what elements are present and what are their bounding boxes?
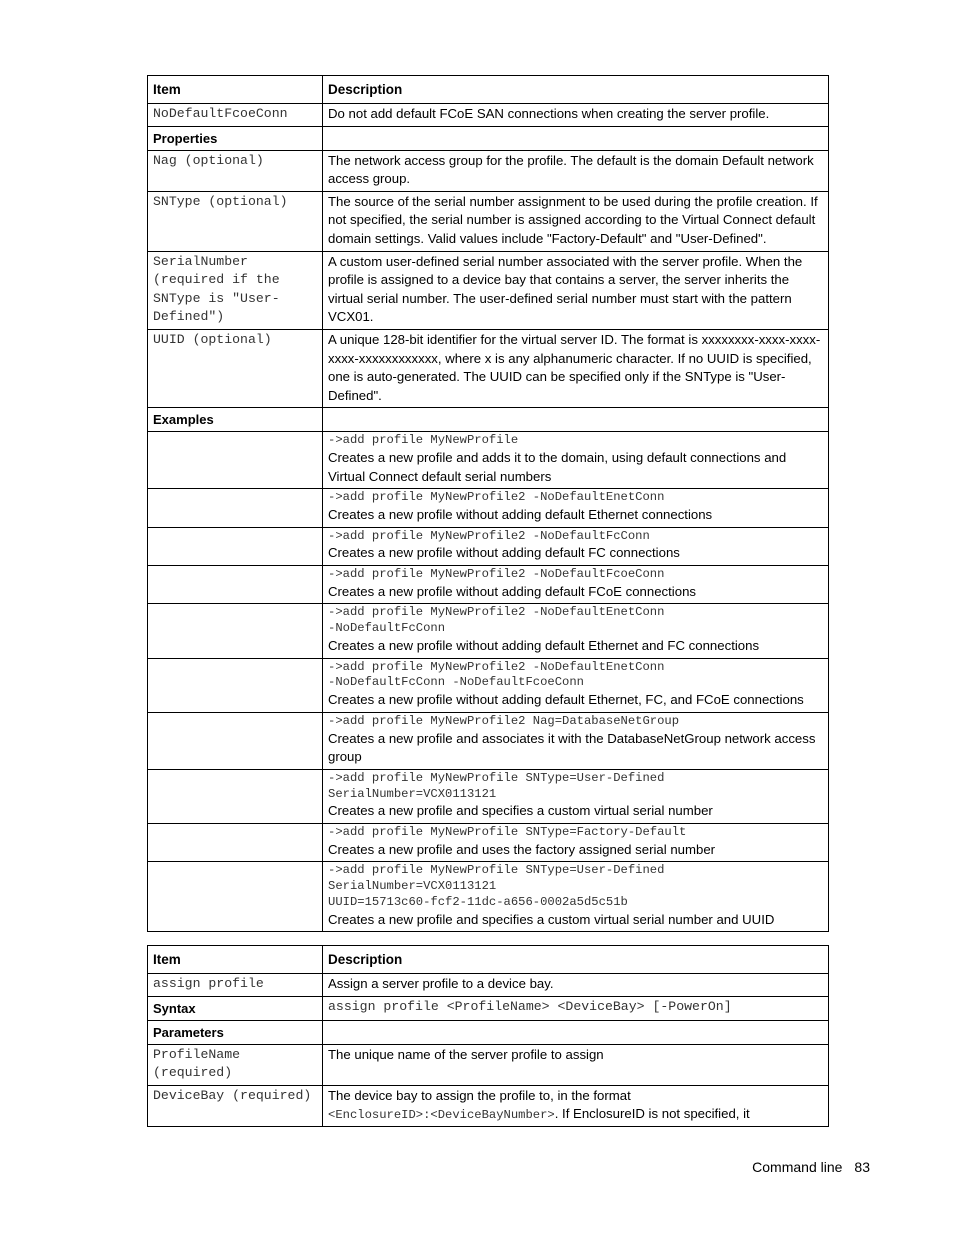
empty-cell [148, 712, 323, 769]
example-cell [323, 862, 829, 932]
example-description: Creates a new profile without adding default Ethernet and FC connections [328, 638, 760, 654]
example-cell [323, 658, 829, 712]
assign-profile-table [147, 945, 829, 1127]
table-row [148, 191, 829, 251]
table-row [148, 974, 829, 997]
section-row-syntax [148, 996, 829, 1020]
footer-section: Command line [752, 1159, 843, 1175]
example-description: Creates a new profile without adding default Ethernet connections [328, 507, 713, 523]
example-description: Creates a new profile and associates it with the DatabaseNetGroup network access group [328, 730, 816, 765]
example-command: ->add profile MyNewProfile2 -NoDefaultFcConn [328, 528, 650, 543]
example-cell [323, 527, 829, 565]
example-description: Creates a new profile and uses the factory assigned serial number [328, 841, 716, 857]
empty-cell [323, 408, 829, 432]
empty-cell [148, 566, 323, 604]
description-cell: The network access group for the profile. The default is the domain Default network access group. [323, 150, 829, 191]
section-label: Syntax [148, 996, 323, 1020]
example-row [148, 489, 829, 527]
profile-options-table [147, 75, 829, 932]
description-cell: The source of the serial number assignment to be used during the profile creation. If not specified, the serial number is assigned according to the Virtual Connect default domain settings. Valid values include "Factory-Default" and "User-Defined". [323, 191, 829, 251]
item-cell: ProfileName (required) [148, 1044, 323, 1085]
example-description: Creates a new profile without adding default FCoE connections [328, 583, 697, 599]
description-text: The device bay to assign the profile to, in the format [328, 1087, 631, 1103]
syntax-code: assign profile <ProfileName> <DeviceBay> [-PowerOn] [323, 996, 829, 1020]
description-cell: A custom user-defined serial number associated with the server profile. When the profile is assigned to a device bay that contains a server, the server inherits the virtual serial number. The user-defined serial number must start with the pattern VCX01. [323, 251, 829, 329]
example-command: ->add profile MyNewProfile2 -NoDefaultEnetConn -NoDefaultFcConn -NoDefaultFcoeConn [328, 659, 665, 690]
format-code: <EnclosureID>:<DeviceBayNumber> [328, 1108, 555, 1123]
empty-cell [148, 489, 323, 527]
description-tail: . If EnclosureID is not specified, it [554, 1106, 750, 1122]
example-command: ->add profile MyNewProfile [328, 433, 519, 448]
empty-cell [148, 527, 323, 565]
item-cell: Nag (optional) [148, 150, 323, 191]
item-cell: NoDefaultFcoeConn [148, 104, 323, 127]
item-cell: SNType (optional) [148, 191, 323, 251]
page-number: 83 [854, 1159, 870, 1175]
example-description: Creates a new profile and specifies a custom virtual serial number and UUID [328, 911, 775, 927]
empty-cell [148, 432, 323, 489]
example-command: ->add profile MyNewProfile2 -NoDefaultEnetConn -NoDefaultFcConn [328, 605, 665, 636]
description-cell: Do not add default FCoE SAN connections when creating the server profile. [323, 104, 829, 127]
empty-cell [148, 658, 323, 712]
empty-cell [148, 824, 323, 862]
description-header: Description [323, 946, 829, 974]
table-row [148, 251, 829, 329]
table-header-row [148, 946, 829, 974]
empty-cell [148, 604, 323, 658]
example-cell [323, 432, 829, 489]
description-cell: The unique name of the server profile to assign [323, 1044, 829, 1085]
table-row [148, 104, 829, 127]
item-header: Item [148, 76, 323, 104]
table-row [148, 1044, 829, 1085]
page-footer [752, 1159, 870, 1175]
item-cell: assign profile [148, 974, 323, 997]
example-cell [323, 489, 829, 527]
description-cell [323, 1085, 829, 1126]
item-cell: SerialNumber (required if the SNType is "User-Defined") [148, 251, 323, 329]
example-cell [323, 604, 829, 658]
example-row [148, 769, 829, 823]
example-cell [323, 824, 829, 862]
example-cell [323, 566, 829, 604]
item-cell: DeviceBay (required) [148, 1085, 323, 1126]
example-description: Creates a new profile without adding default Ethernet, FC, and FCoE connections [328, 692, 804, 708]
example-row [148, 527, 829, 565]
description-cell: A unique 128-bit identifier for the virtual server ID. The format is xxxxxxxx-xxxx-xxxx-xxxx-xxxxxxxxxxxx, where x is any alphanumeric character. If no UUID is specified, one is auto-generated. The UUID can be specified only if the SNType is "User-Defined". [323, 329, 829, 407]
description-cell: Assign a server profile to a device bay. [323, 974, 829, 997]
example-command: ->add profile MyNewProfile SNType=Factory-Default [328, 825, 687, 840]
section-label: Examples [148, 408, 323, 432]
item-header: Item [148, 946, 323, 974]
example-command: ->add profile MyNewProfile2 Nag=DatabaseNetGroup [328, 713, 680, 728]
example-row [148, 824, 829, 862]
table-row [148, 150, 829, 191]
example-row [148, 566, 829, 604]
example-command: ->add profile MyNewProfile SNType=User-Defined SerialNumber=VCX0113121 [328, 770, 665, 801]
table-header-row [148, 76, 829, 104]
empty-cell [323, 1020, 829, 1044]
section-row-examples [148, 408, 829, 432]
example-command: ->add profile MyNewProfile2 -NoDefaultEnetConn [328, 490, 665, 505]
example-row [148, 712, 829, 769]
example-cell [323, 712, 829, 769]
example-row [148, 604, 829, 658]
section-row-properties [148, 126, 829, 150]
example-command: ->add profile MyNewProfile2 -NoDefaultFcoeConn [328, 567, 665, 582]
example-cell [323, 769, 829, 823]
item-cell: UUID (optional) [148, 329, 323, 407]
example-command: ->add profile MyNewProfile SNType=User-Defined SerialNumber=VCX0113121 UUID=15713c60-fcf2-11dc-a656-0002a5d5c51b [328, 863, 665, 909]
table-row [148, 329, 829, 407]
empty-cell [148, 769, 323, 823]
example-row [148, 432, 829, 489]
section-label: Parameters [148, 1020, 323, 1044]
example-row [148, 862, 829, 932]
empty-cell [148, 862, 323, 932]
example-description: Creates a new profile and adds it to the domain, using default connections and Virtual Connect default serial numbers [328, 450, 787, 484]
description-header: Description [323, 76, 829, 104]
table-row [148, 1085, 829, 1126]
example-description: Creates a new profile and specifies a custom virtual serial number [328, 803, 713, 819]
example-description: Creates a new profile without adding default FC connections [328, 545, 680, 561]
example-row [148, 658, 829, 712]
section-row-parameters [148, 1020, 829, 1044]
section-label: Properties [148, 126, 323, 150]
empty-cell [323, 126, 829, 150]
